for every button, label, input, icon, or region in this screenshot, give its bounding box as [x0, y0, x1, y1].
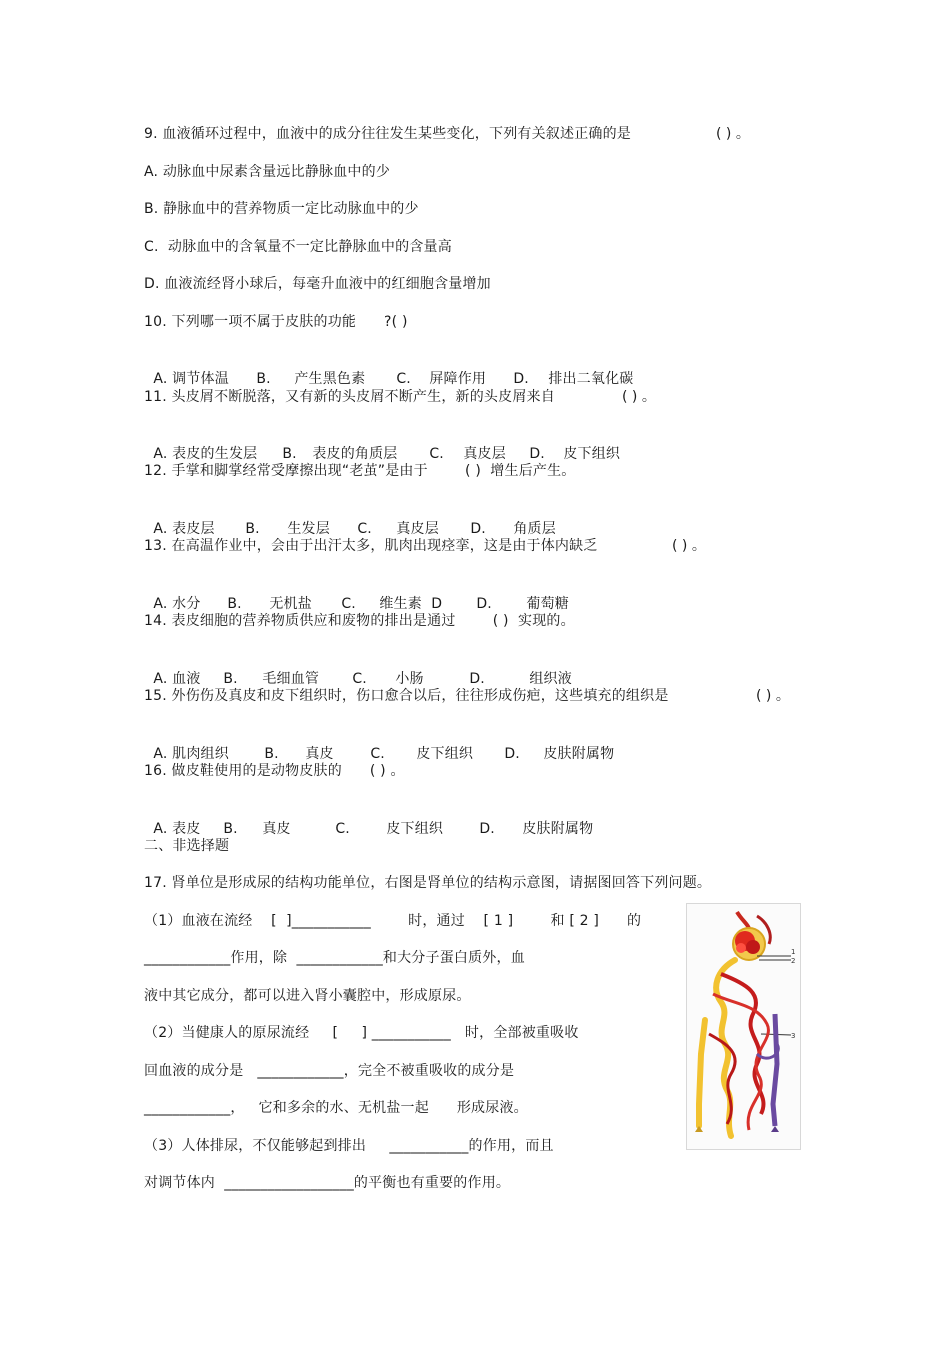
option-b-letter: B. [223, 671, 238, 687]
option-c: 皮下组织 [416, 746, 474, 762]
q17-line-1: （1）血液在流经 [ ]___________ 时，通过 [ 1 ] 和 [ 2 ] 的 [144, 913, 642, 929]
option-c-letter: C. [429, 446, 444, 462]
q9-option-d: D. 血液流经肾小球后，每毫升血液中的红细胞含量增加 [144, 276, 491, 292]
q9-paren: ( ) 。 [716, 126, 750, 142]
q17-line-7: （3）人体排尿，不仅能够起到排出 ___________的作用，而且 [144, 1138, 554, 1154]
option-b: 毛细血管 [262, 671, 320, 687]
q9-stem: 9. 血液循环过程中，血液中的成分往往发生某些变化，下列有关叙述正确的是 [144, 126, 632, 142]
option-c-letter: C. [396, 371, 411, 387]
option-b: 表皮的角质层 [312, 446, 398, 462]
q12-options [144, 499, 556, 539]
q9-option-b: B. 静脉血中的营养物质一定比动脉血中的少 [144, 201, 419, 217]
option-b: 无机盐 [269, 596, 312, 612]
option-a: A. 表皮 [153, 821, 201, 837]
q9-option-a: A. 动脉血中尿素含量远比静脉血中的少 [144, 164, 391, 180]
option-b: 产生黑色素 [294, 371, 366, 387]
option-c: 真皮层 [396, 521, 439, 537]
q17-line-2: ____________作用，除 ____________和大分子蛋白质外，血 [144, 950, 525, 966]
option-a: A. 肌肉组织 [153, 746, 229, 762]
q15-options [144, 724, 614, 764]
q15-stem: 15. 外伤伤及真皮和皮下组织时，伤口愈合以后，往往形成伤疤，这些填充的组织是 [144, 688, 669, 704]
option-b-letter: B. [256, 371, 271, 387]
option-d-letter: D. [504, 746, 520, 762]
q14-stem: 14. 表皮细胞的营养物质供应和废物的排出是通过 ( ) 实现的。 [144, 613, 575, 629]
option-a: A. 调节体温 [153, 371, 229, 387]
option-d: 皮肤附属物 [543, 746, 615, 762]
option-c-letter: C. [370, 746, 385, 762]
figure-label-1: 1 [791, 948, 796, 956]
option-a: A. 表皮层 [153, 521, 215, 537]
nephron-diagram [686, 903, 801, 1150]
q16-stem: 16. 做皮鞋使用的是动物皮肤的 ( ) 。 [144, 763, 405, 779]
figure-label-2: 2 [791, 957, 796, 965]
q15-paren: ( ) 。 [756, 688, 790, 704]
option-c: 屏障作用 [429, 371, 487, 387]
q17-line-4: （2）当健康人的原尿流经 [ ] ___________ 时，全部被重吸收 [144, 1025, 579, 1041]
q17-line-6: ____________， 它和多余的水、无机盐一起 形成尿液。 [144, 1100, 528, 1116]
q17-stem: 17. 肾单位是形成尿的结构功能单位，右图是肾单位的结构示意图，请据图回答下列问题。 [144, 875, 712, 891]
option-b-letter: B. [227, 596, 242, 612]
q17-line-3: 液中其它成分，都可以进入肾小囊腔中，形成原尿。 [144, 988, 471, 1004]
option-d-letter: D. [529, 446, 545, 462]
q17-line-8: 对调节体内 __________________的平衡也有重要的作用。 [144, 1175, 511, 1191]
option-a: A. 表皮的生发层 [153, 446, 258, 462]
option-d-letter: D. [476, 596, 492, 612]
option-b-letter: B. [223, 821, 238, 837]
option-b-letter: B. [245, 521, 260, 537]
option-a: A. 血液 [153, 671, 201, 687]
option-c-letter: C. [357, 521, 372, 537]
option-d: 皮下组织 [563, 446, 621, 462]
q16-options [144, 799, 593, 839]
option-d-letter: D. [469, 671, 485, 687]
option-d: 排出二氧化碳 [548, 371, 634, 387]
option-b: 真皮 [305, 746, 334, 762]
option-b: 生发层 [287, 521, 330, 537]
q12-stem: 12. 手掌和脚掌经常受摩擦出现“老茧”是由于 ( ) 增生后产生。 [144, 463, 576, 479]
option-d-letter: D. [513, 371, 529, 387]
q11-options [144, 424, 620, 464]
option-d: 角质层 [513, 521, 556, 537]
option-d-letter: D. [479, 821, 495, 837]
option-c-letter: C. [352, 671, 367, 687]
q10-options [144, 349, 634, 389]
option-d-letter: D. [470, 521, 486, 537]
q10-stem: 10. 下列哪一项不属于皮肤的功能 ?( ) [144, 314, 408, 330]
q13-paren: ( ) 。 [672, 538, 706, 554]
option-b-letter: B. [264, 746, 279, 762]
q11-stem: 11. 头皮屑不断脱落，又有新的头皮屑不断产生，新的头皮屑来自 [144, 389, 555, 405]
option-a: A. 水分 [153, 596, 201, 612]
option-c: 皮下组织 [386, 821, 444, 837]
option-c: 小肠 [395, 671, 424, 687]
nephron-illustration [687, 904, 800, 1149]
q9-option-c: C. 动脉血中的含氧量不一定比静脉血中的含量高 [144, 239, 452, 255]
option-b: 真皮 [262, 821, 291, 837]
option-d: 组织液 [529, 671, 572, 687]
figure-label-3: 3 [791, 1032, 796, 1040]
q11-paren: ( ) 。 [622, 389, 656, 405]
option-c-letter: C. [341, 596, 356, 612]
option-c-letter: C. [335, 821, 350, 837]
q13-stem: 13. 在高温作业中，会由于出汗太多，肌肉出现痉挛，这是由于体内缺乏 [144, 538, 598, 554]
q14-options [144, 649, 572, 689]
option-d: 葡萄糖 [526, 596, 569, 612]
q17-line-5: 回血液的成分是 ____________，完全不被重吸收的成分是 [144, 1063, 515, 1079]
section-heading: 二、非选择题 [144, 838, 230, 854]
option-b-letter: B. [282, 446, 297, 462]
option-c: 真皮层 [463, 446, 506, 462]
q13-options [144, 574, 569, 614]
option-c: 维生素 D [379, 596, 443, 612]
option-d: 皮肤附属物 [522, 821, 594, 837]
